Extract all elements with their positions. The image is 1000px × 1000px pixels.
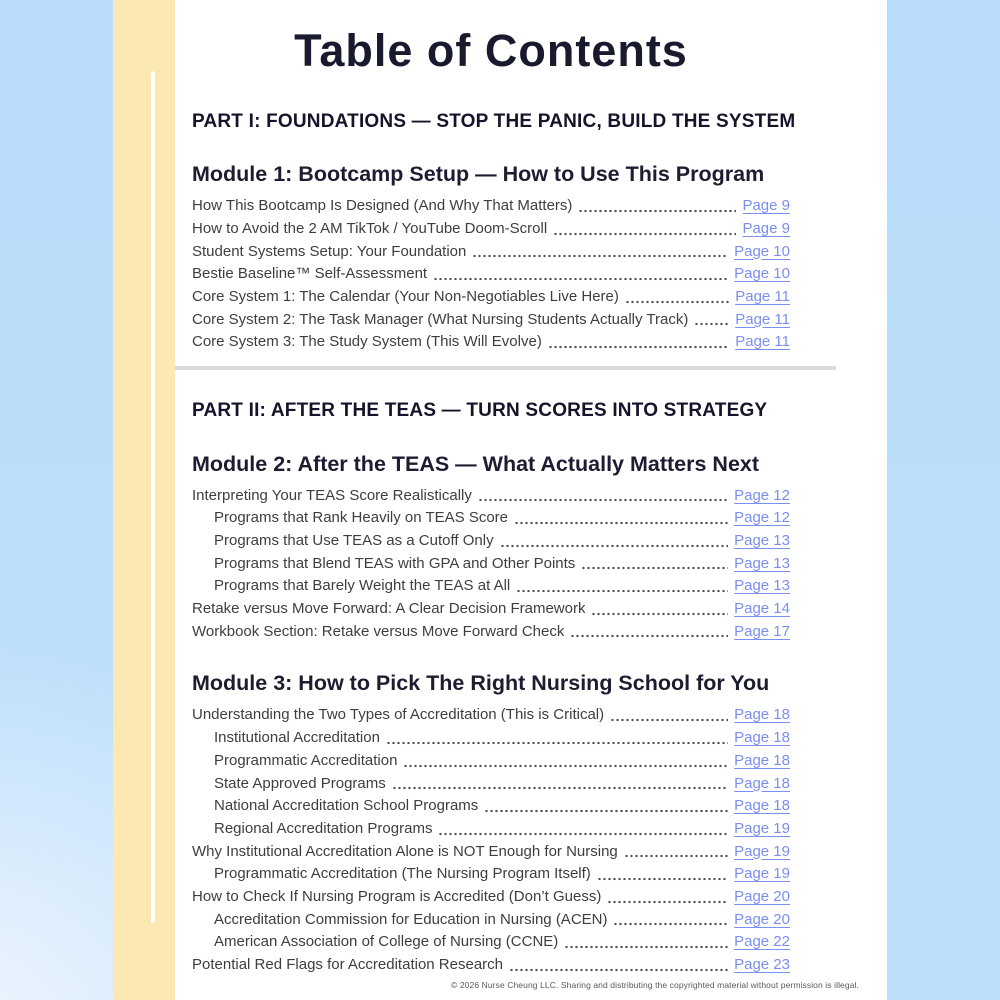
- page-link[interactable]: Page 11: [735, 310, 790, 328]
- toc-entry-label: Core System 1: The Calendar (Your Non-Negotiables Live Here): [192, 287, 619, 305]
- toc-entry: [192, 195, 790, 218]
- toc-entry-label: Interpreting Your TEAS Score Realistically: [192, 486, 472, 504]
- toc-entry: [192, 841, 790, 864]
- toc-entry-label: Workbook Section: Retake versus Move Forward Check: [192, 622, 565, 640]
- toc-entry: [192, 530, 790, 553]
- toc-entry-label: Programs that Blend TEAS with GPA and Other Points: [214, 554, 576, 572]
- toc-entry-label: How to Avoid the 2 AM TikTok / YouTube Doom-Scroll: [192, 219, 548, 237]
- toc-entry: [192, 750, 790, 773]
- page-link[interactable]: Page 19: [734, 819, 790, 837]
- dot-leader: [591, 610, 728, 616]
- page-link[interactable]: Page 20: [734, 910, 790, 928]
- dot-leader: [607, 898, 728, 904]
- dot-leader: [403, 762, 728, 768]
- page-link[interactable]: Page 19: [734, 842, 790, 860]
- dot-leader: [578, 207, 736, 213]
- dot-leader: [438, 830, 728, 836]
- dot-leader: [500, 542, 729, 548]
- toc-entry-label: Institutional Accreditation: [214, 729, 380, 747]
- page-link[interactable]: Page 13: [734, 554, 790, 572]
- section-divider: [175, 366, 836, 370]
- entry-list: [192, 704, 790, 976]
- page-link[interactable]: Page 22: [734, 933, 790, 951]
- dot-leader: [610, 716, 728, 722]
- page-link[interactable]: Page 20: [734, 887, 790, 905]
- module-heading: Module 2: After the TEAS — What Actually Matters Next: [192, 451, 760, 476]
- module-heading: Module 1: Bootcamp Setup — How to Use This Program: [192, 162, 765, 187]
- module-heading: Module 3: How to Pick The Right Nursing School for You: [192, 671, 770, 696]
- page-link[interactable]: Page 13: [734, 577, 790, 595]
- dot-leader: [597, 875, 728, 881]
- toc-entry-label: Understanding the Two Types of Accreditation (This is Critical): [192, 706, 605, 724]
- page-link[interactable]: Page 10: [734, 265, 790, 283]
- dot-leader: [386, 739, 728, 745]
- toc-entry-label: Potential Red Flags for Accreditation Research: [192, 956, 503, 974]
- dot-leader: [553, 230, 736, 236]
- page-link[interactable]: Page 18: [734, 774, 790, 792]
- dot-leader: [613, 920, 728, 926]
- toc-entry-label: Core System 2: The Task Manager (What Nursing Students Actually Track): [192, 310, 689, 328]
- toc-entry-label: Bestie Baseline™ Self-Assessment: [192, 265, 428, 283]
- toc-entry-label: Why Institutional Accreditation Alone is NOT Enough for Nursing: [192, 842, 618, 860]
- toc-entry: [192, 931, 790, 954]
- page-link[interactable]: Page 18: [734, 751, 790, 769]
- dot-leader: [514, 519, 728, 525]
- toc-entry-label: State Approved Programs: [214, 774, 386, 792]
- dot-leader: [478, 496, 728, 502]
- toc-entry-label: Accreditation Commission for Education in Nursing (ACEN): [214, 910, 608, 928]
- toc-entry: [192, 886, 790, 909]
- dot-leader: [624, 852, 728, 858]
- toc-entry-label: Programs that Barely Weight the TEAS at All: [214, 577, 511, 595]
- toc-entry: [192, 241, 790, 264]
- page-link[interactable]: Page 12: [734, 486, 790, 504]
- toc-entry: [192, 575, 790, 598]
- page-link[interactable]: Page 13: [734, 532, 790, 549]
- dot-leader: [694, 320, 729, 326]
- page-link[interactable]: Page 9: [742, 197, 790, 215]
- toc-entry: [192, 218, 790, 241]
- toc-entry: [192, 286, 790, 309]
- part-heading: PART I: FOUNDATIONS — STOP THE PANIC, BUILD THE SYSTEM: [192, 110, 796, 132]
- toc-entry: [192, 485, 790, 508]
- dot-leader: [509, 966, 728, 972]
- dot-leader: [625, 298, 729, 304]
- toc-entry-label: Programmatic Accreditation (The Nursing Program Itself): [214, 865, 591, 883]
- page-link[interactable]: Page 17: [734, 622, 790, 640]
- page-link[interactable]: Page 19: [734, 865, 790, 883]
- dot-leader: [570, 632, 728, 638]
- part-heading: PART II: AFTER THE TEAS — TURN SCORES INTO STRATEGY: [192, 399, 768, 421]
- toc-entry: [192, 818, 790, 841]
- page-link[interactable]: Page 23: [734, 956, 790, 974]
- toc-entry-label: Student Systems Setup: Your Foundation: [192, 242, 467, 260]
- document-page: [175, 0, 887, 1000]
- toc-entry: [192, 863, 790, 886]
- page-link[interactable]: Page 18: [734, 706, 790, 724]
- dot-leader: [581, 564, 728, 570]
- toc-entry-label: Regional Accreditation Programs: [214, 819, 433, 837]
- toc-entry: [192, 727, 790, 750]
- toc-entry-label: How to Check If Nursing Program is Accredited (Don’t Guess): [192, 887, 602, 905]
- entry-list: [192, 485, 790, 644]
- dot-leader: [484, 807, 728, 813]
- copyright-notice: © 2026 Nurse Cheung LLC. Sharing and distributing the copyrighted material without permission is illegal.: [451, 980, 859, 990]
- page-link[interactable]: Page 11: [735, 333, 790, 351]
- toc-entry: [192, 773, 790, 796]
- yellow-stripe: [113, 0, 175, 1000]
- toc-entry-label: Programmatic Accreditation: [214, 751, 398, 769]
- toc-entry: [192, 507, 790, 530]
- toc-entry-label: How This Bootcamp Is Designed (And Why That Matters): [192, 197, 573, 215]
- page-link[interactable]: Page 10: [734, 242, 790, 260]
- toc-entry: [192, 795, 790, 818]
- toc-entry-label: National Accreditation School Programs: [214, 797, 479, 815]
- dot-leader: [548, 343, 729, 349]
- toc-entry: [192, 309, 790, 332]
- accent-line: [151, 71, 155, 923]
- toc-entry: [192, 954, 790, 977]
- page-link[interactable]: Page 11: [735, 287, 790, 305]
- toc-entry: [192, 263, 790, 286]
- toc-entry-label: Programs that Rank Heavily on TEAS Score: [214, 509, 509, 527]
- page-title: Table of Contents: [294, 25, 688, 76]
- dot-leader: [564, 943, 728, 949]
- dot-leader: [433, 275, 728, 281]
- page-link[interactable]: Page 14: [734, 600, 790, 618]
- page-link[interactable]: Page 12: [734, 509, 790, 527]
- dot-leader: [516, 587, 728, 593]
- dot-leader: [472, 252, 728, 258]
- toc-entry: [192, 621, 790, 644]
- toc-entry: [192, 553, 790, 576]
- entry-list: [192, 195, 790, 354]
- toc-entry-label: Programs that Use TEAS as a Cutoff Only: [214, 532, 494, 549]
- page-link[interactable]: Page 9: [742, 219, 790, 237]
- toc-sections: [192, 109, 796, 977]
- toc-entry-label: Core System 3: The Study System (This Will Evolve): [192, 333, 542, 351]
- toc-entry: [192, 909, 790, 932]
- page-link[interactable]: Page 18: [734, 797, 790, 815]
- toc-entry-label: Retake versus Move Forward: A Clear Decision Framework: [192, 600, 586, 618]
- toc-entry: [192, 704, 790, 727]
- toc-entry: [192, 598, 790, 621]
- toc-entry: [192, 331, 790, 354]
- page-link[interactable]: Page 18: [734, 729, 790, 747]
- dot-leader: [392, 784, 728, 790]
- toc-entry-label: American Association of College of Nursing (CCNE): [214, 933, 559, 951]
